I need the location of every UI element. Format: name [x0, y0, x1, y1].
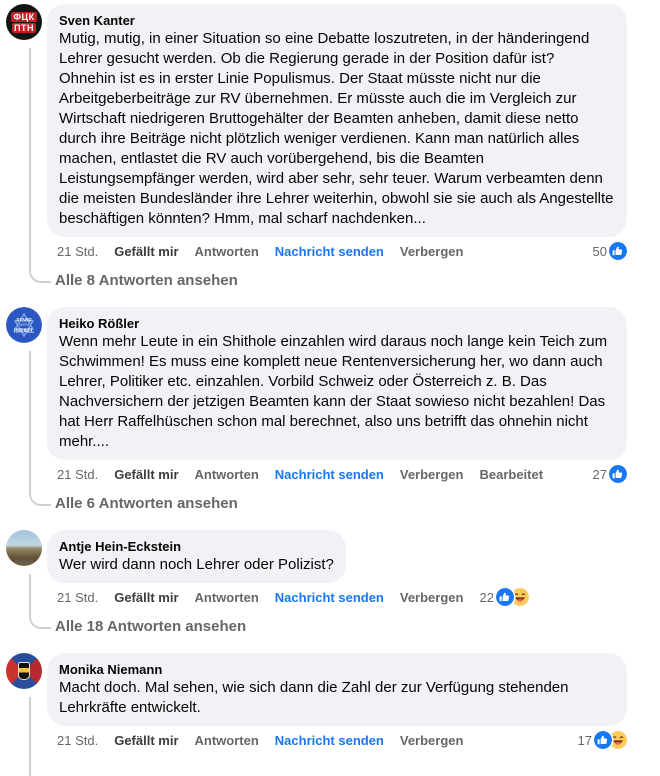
comment-actions [47, 731, 627, 749]
hide-button[interactable]: Verbergen [399, 243, 464, 259]
avatar[interactable] [6, 530, 42, 566]
reaction-pill[interactable] [578, 731, 627, 749]
comment-bubble [47, 4, 627, 237]
send-message-button[interactable]: Nachricht senden [274, 589, 384, 605]
avatar[interactable] [6, 307, 42, 343]
reaction-count: 17 [577, 732, 592, 748]
comment-author[interactable]: Heiko Rößler [59, 316, 140, 331]
avatar[interactable] [6, 653, 42, 689]
like-button[interactable]: Gefällt mir [114, 732, 179, 748]
hide-button[interactable]: Verbergen [399, 466, 464, 482]
thumbs-up-icon [594, 731, 612, 749]
thread-connector-line [29, 351, 51, 506]
send-message-button[interactable]: Nachricht senden [274, 466, 384, 482]
view-replies-link[interactable]: Alle 6 Antworten ansehen [55, 495, 238, 512]
comment [6, 530, 660, 637]
send-message-button[interactable]: Nachricht senden [274, 732, 384, 748]
comment-bubble [47, 653, 627, 726]
svg-text:WITH: WITH [18, 322, 30, 327]
comment-actions [47, 588, 529, 606]
comment [6, 4, 660, 291]
svg-text:ISRAEL: ISRAEL [13, 328, 35, 335]
reaction-count: 22 [479, 589, 494, 605]
timestamp-link[interactable]: 21 Std. [57, 243, 99, 259]
send-message-button[interactable]: Nachricht senden [274, 243, 384, 259]
reply-button[interactable]: Antworten [194, 732, 259, 748]
thumbs-up-icon [609, 242, 627, 260]
stand-with-israel-badge [6, 307, 42, 343]
thumbs-up-icon [609, 465, 627, 483]
comment-text: Wer wird dann noch Lehrer oder Polizist? [59, 556, 334, 573]
avatar[interactable] [6, 4, 42, 40]
like-button[interactable]: Gefällt mir [114, 589, 179, 605]
hide-button[interactable]: Verbergen [399, 732, 464, 748]
comment-author[interactable]: Sven Kanter [59, 13, 135, 28]
thread-connector-line [29, 48, 51, 283]
reaction-pill[interactable] [479, 588, 528, 606]
thread-connector-line [29, 697, 51, 776]
comment-author[interactable]: Antje Hein-Eckstein [59, 539, 182, 554]
comment-actions [47, 465, 627, 483]
svg-text:STAND: STAND [16, 317, 32, 322]
timestamp-link[interactable]: 21 Std. [57, 589, 99, 605]
timestamp-link[interactable]: 21 Std. [57, 466, 99, 482]
comment-author[interactable]: Monika Niemann [59, 662, 163, 677]
reply-button[interactable]: Antworten [194, 466, 259, 482]
reaction-count: 50 [592, 243, 607, 259]
hide-button[interactable]: Verbergen [399, 589, 464, 605]
comment-bubble [47, 530, 346, 583]
thread-connector-line [29, 574, 51, 629]
reaction-count: 27 [592, 466, 607, 482]
thumbs-up-icon [496, 588, 514, 606]
avatar-badge-text: ФЦК [13, 11, 35, 22]
view-replies-link[interactable]: Alle 18 Antworten ansehen [55, 618, 247, 635]
comment-text: Mutig, mutig, in einer Situation so eine Debatte loszutreten, in der händeringend Lehrer gesucht werden. Ob die Regierung gerade in der Position dafür ist? Ohnehin ist es in erster Linie Populismus. Der Staat müsste nicht nur die Arbeitgeberbeiträge zur RV übernehmen. Er müsste auch die im Vergleich zur Wirtschaft niedrigeren Bruttogehälter der Beamten anheben, damit diese netto durch ihre Beiträge nicht plötzlich weniger verdienen. Kann man natürlich alles machen, entlastet die RV auch vorübergehend, bis die Beamten Leistungsempfänger werden, wird aber sehr, sehr teuer. Warum verbeamten denn die meisten Bundesländer ihre Lehrer weiterhin, obwohl sie sie auch als Angestellte beschäftigen könnten? Hmm, mal scharf nachdenken... [59, 30, 614, 227]
edited-badge: Bearbeitet [479, 466, 544, 482]
reply-button[interactable]: Antworten [194, 243, 259, 259]
like-button[interactable]: Gefällt mir [114, 243, 179, 259]
like-button[interactable]: Gefällt mir [114, 466, 179, 482]
comment-bubble [47, 307, 627, 460]
reaction-pill[interactable] [593, 465, 627, 483]
avatar-badge-text: ПТН [14, 22, 34, 33]
reply-button[interactable]: Antworten [194, 589, 259, 605]
timestamp-link[interactable]: 21 Std. [57, 732, 99, 748]
reaction-pill[interactable] [593, 242, 627, 260]
comment-text: Macht doch. Mal sehen, wie sich dann die Zahl der zur Verfügung stehenden Lehrkräfte entwickelt. [59, 679, 569, 716]
comment-actions [47, 242, 627, 260]
view-replies-link[interactable]: Alle 8 Antworten ansehen [55, 272, 238, 289]
comment [6, 653, 660, 760]
comment-text: Wenn mehr Leute in ein Shithole einzahlen wird daraus noch lange kein Teich zum Schwimmen! Es muss eine komplett neue Rentenversicherung her, wo dann auch Lehrer, Politiker etc. einzahlen. Vorbild Schweiz oder Österreich z. B. Das Nachversichern der jetzigen Beamten kann der Staat sowieso nicht bezahlen! Das hat Herr Raffelhüschen schon mal berechnet, also uns betrifft das ohnehin nicht mehr.... [59, 333, 608, 450]
comment [6, 307, 660, 514]
